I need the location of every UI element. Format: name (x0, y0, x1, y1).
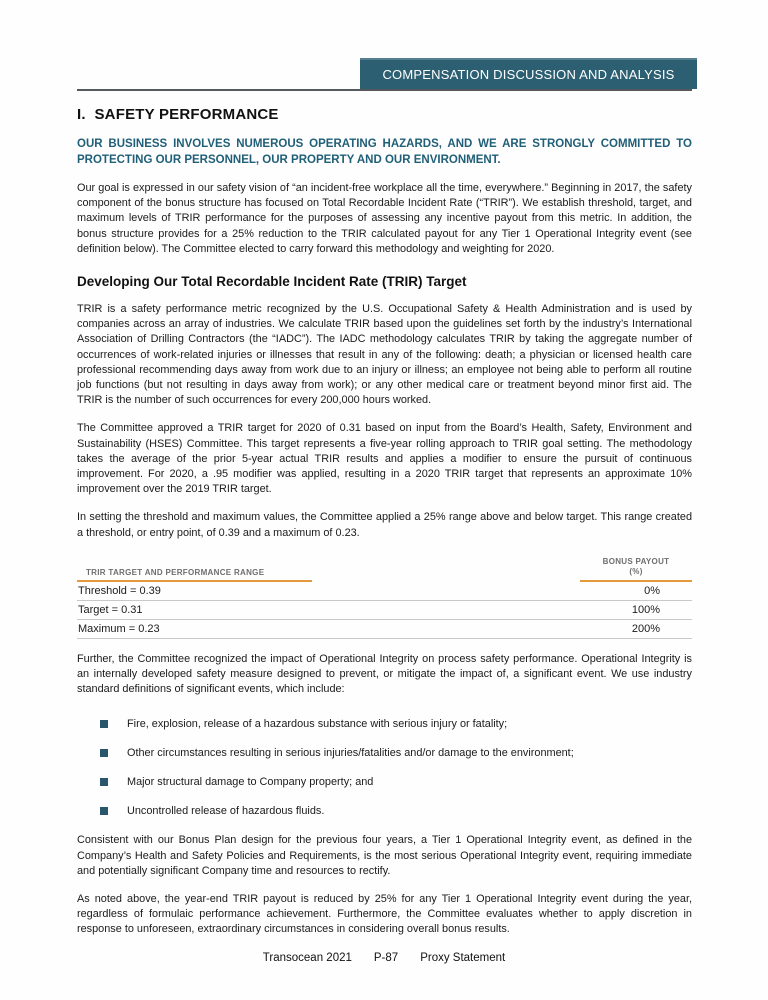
section-title: I. SAFETY PERFORMANCE (77, 106, 279, 123)
cda-banner (360, 58, 697, 89)
operational-integrity-paragraph: Further, the Committee recognized the impact of Operational Integrity on process safety performance. Operational Integrity is an internally developed safety measure designed to prevent, or mitigate the impact of, a significant event. We use industry standard definitions of significant events, which include: (77, 652, 692, 696)
table-row-maximum (77, 620, 692, 639)
subsection-title: Developing Our Total Recordable Incident Rate (TRIR) Target (77, 274, 467, 290)
table-col1-header-cell (77, 562, 580, 582)
table-col2-header-line1: BONUS PAYOUT (602, 556, 670, 566)
row-label: Maximum = 0.23 (78, 622, 160, 635)
page-footer (0, 952, 768, 964)
row-label: Target = 0.31 (78, 603, 143, 616)
table-col2-header-line2: (%) (629, 566, 643, 576)
threshold-maximum-paragraph: In setting the threshold and maximum values, the Committee applied a 25% range above and below target. This range created a threshold, or entry point, of 0.39 and a maximum of 0.23. (77, 511, 692, 539)
row-payout: 200% (631, 622, 660, 635)
lead-statement: OUR BUSINESS INVOLVES NUMEROUS OPERATING HAZARDS, AND WE ARE STRONGLY COMMITTED TO PROTECTING OUR PERSONNEL, OUR PROPERTY AND OUR ENVIRONMENT. (77, 138, 692, 166)
list-item-text: Uncontrolled release of hazardous fluids. (127, 805, 325, 818)
table-header-row (77, 557, 692, 582)
row-payout: 0% (644, 584, 660, 597)
square-bullet-icon (100, 749, 108, 757)
square-bullet-icon (100, 720, 108, 728)
intro-paragraph: Our goal is expressed in our safety vision of “an incident-free workplace all the time, everywhere.” Beginning in 2017, the safety component of the bonus structure has focused on Total Recordable Incident Rate (“TRIR”). We establish threshold, target, and maximum levels of TRIR performance for the purposes of assessing any incentive payout from this metric. In addition, the bonus structure provides for a 25% reduction to the TRIR calculated payout for any Tier 1 Operational Integrity event (see definition below). The Committee elected to carry forward this methodology and weighting for 2020. (77, 182, 692, 255)
table-col2-header-cell (580, 557, 692, 582)
list-item-text: Other circumstances resulting in serious injuries/fatalities and/or damage to the environment; (127, 747, 574, 760)
cda-banner-label: COMPENSATION DISCUSSION AND ANALYSIS (382, 67, 675, 82)
footer-doc-label: Proxy Statement (420, 952, 506, 964)
payout-reduction-paragraph: As noted above, the year-end TRIR payout is reduced by 25% for any Tier 1 Operational Integrity event during the year, regardless of formulaic performance achievement. Furthermore, the Committee evaluates whether to apply discretion in response to unforeseen, extraordinary circumstances in considering overall bonus results. (77, 893, 692, 936)
row-payout: 100% (631, 603, 660, 616)
list-item (77, 746, 692, 761)
footer-page-number: P-87 (373, 952, 399, 964)
square-bullet-icon (100, 778, 108, 786)
table-col1-header: TRIR TARGET AND PERFORMANCE RANGE (77, 568, 312, 582)
page-header (77, 0, 692, 91)
significant-events-list (77, 717, 692, 819)
row-label: Threshold = 0.39 (78, 584, 161, 597)
list-item-text: Major structural damage to Company property; and (127, 776, 374, 789)
trir-definition-paragraph: TRIR is a safety performance metric recognized by the U.S. Occupational Safety & Health Administration and is used by companies across an array of industries. We calculate TRIR based upon the guidelines set forth by the industry’s International Association of Drilling Contractors (the “IADC”). The IADC methodology calculates TRIR by taking the aggregate number of occurrences of work-related injuries or illnesses that result in any of the following: death; a physician or licensed health care professional recommending days away from work due to an injury or illness; an employee not being able to perform all routine job functions (but not resulting in days away from work); or any other medical care or treatment beyond minor first aid. The TRIR is the number of such occurrences for every 200,000 hours worked. (77, 303, 692, 407)
footer-company: Transocean 2021 (262, 952, 352, 964)
list-item (77, 804, 692, 819)
tier1-definition-paragraph: Consistent with our Bonus Plan design for the previous four years, a Tier 1 Operational Integrity event, as defined in the Company’s Health and Safety Policies and Requirements, is the most serious Operational Integrity event, requiring immediate and potentially significant Company time and resources to rectify. (77, 834, 692, 877)
table-row-target (77, 601, 692, 620)
table-row-threshold (77, 582, 692, 601)
trir-target-paragraph: The Committee approved a TRIR target for 2020 of 0.31 based on input from the Board’s Health, Safety, Environment and Sustainability (HSES) Committee. This target represents a five-year rolling approach to TRIR goal setting. The methodology takes the average of the prior 5-year actual TRIR results and applies a modifier to ensure the pursuit of continuous improvement. For 2020, a .95 modifier was applied, resulting in a 2020 TRIR target that represents an approximate 10% improvement over the 2019 TRIR target. (77, 422, 692, 496)
trir-table (77, 557, 692, 639)
list-item-text: Fire, explosion, release of a hazardous substance with serious injury or fatality; (127, 718, 508, 731)
list-item (77, 775, 692, 790)
list-item (77, 717, 692, 732)
square-bullet-icon (100, 807, 108, 815)
